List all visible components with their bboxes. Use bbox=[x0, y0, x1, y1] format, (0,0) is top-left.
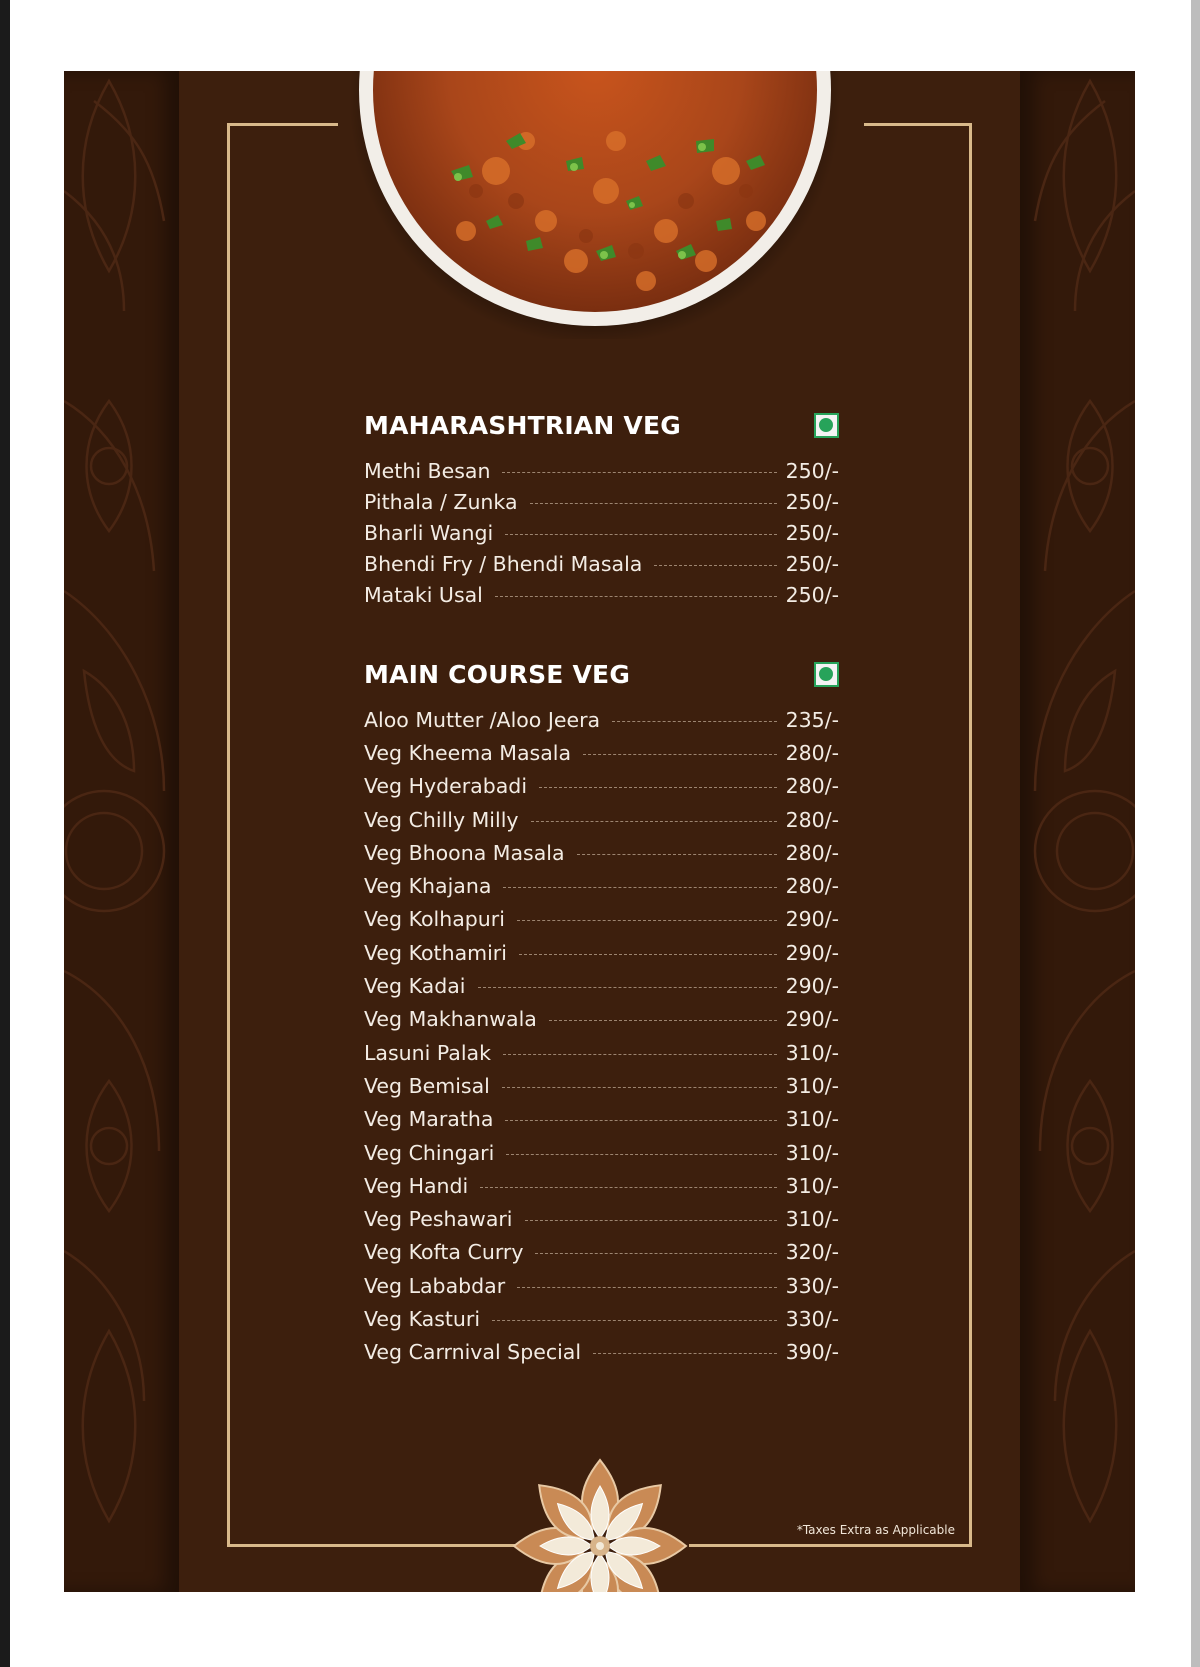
veg-symbol-icon bbox=[814, 413, 839, 438]
veg-symbol-icon bbox=[814, 662, 839, 687]
dish-price: 280/- bbox=[785, 840, 839, 865]
menu-item bbox=[364, 1003, 839, 1036]
menu-item bbox=[364, 1136, 839, 1169]
dotted-leader bbox=[517, 1287, 776, 1288]
dish-price: 330/- bbox=[785, 1306, 839, 1331]
dotted-leader bbox=[519, 954, 777, 955]
frame-bottom-left bbox=[227, 1544, 517, 1547]
menu-item bbox=[364, 517, 839, 548]
dish-price: 250/- bbox=[785, 458, 839, 483]
dotted-leader bbox=[502, 1087, 777, 1088]
dotted-leader bbox=[654, 565, 776, 566]
dish-name: Veg Peshawari bbox=[364, 1207, 513, 1232]
menu-item bbox=[364, 703, 839, 736]
right-mandala-pattern bbox=[1020, 71, 1135, 1592]
dish-price: 310/- bbox=[785, 1073, 839, 1098]
menu-item bbox=[364, 580, 839, 611]
dish-price: 310/- bbox=[785, 1107, 839, 1132]
dish-name: Veg Carrnival Special bbox=[364, 1340, 582, 1365]
dish-name: Veg Kolhapuri bbox=[364, 907, 505, 932]
dotted-leader bbox=[505, 534, 776, 535]
dotted-leader bbox=[530, 503, 777, 504]
dish-price: 280/- bbox=[785, 740, 839, 765]
dish-name: Mataki Usal bbox=[364, 583, 483, 608]
dish-name: Veg Khajana bbox=[364, 874, 492, 899]
dish-name: Bhendi Fry / Bhendi Masala bbox=[364, 552, 643, 577]
frame-left bbox=[227, 123, 230, 1547]
dish-name: Veg Maratha bbox=[364, 1107, 494, 1132]
dish-price: 290/- bbox=[785, 974, 839, 999]
dotted-leader bbox=[577, 854, 777, 855]
menu-item bbox=[364, 1236, 839, 1269]
menu-item bbox=[364, 770, 839, 803]
dish-price: 310/- bbox=[785, 1207, 839, 1232]
menu-item bbox=[364, 486, 839, 517]
menu-item-list bbox=[364, 455, 839, 611]
dotted-leader bbox=[531, 821, 777, 822]
menu-item bbox=[364, 1103, 839, 1136]
dish-price: 250/- bbox=[785, 520, 839, 545]
frame-top-left bbox=[227, 123, 338, 126]
dish-price: 290/- bbox=[785, 940, 839, 965]
left-mandala-pattern bbox=[64, 71, 179, 1592]
frame-right bbox=[969, 123, 972, 1547]
menu-item bbox=[364, 803, 839, 836]
right-decorative-band bbox=[1020, 71, 1135, 1592]
dotted-leader bbox=[525, 1220, 777, 1221]
curry-bowl-photo bbox=[346, 71, 844, 339]
dotted-leader bbox=[593, 1353, 777, 1354]
tax-note: *Taxes Extra as Applicable bbox=[796, 1523, 955, 1537]
menu-item bbox=[364, 1169, 839, 1202]
dish-name: Pithala / Zunka bbox=[364, 489, 518, 514]
menu-item bbox=[364, 1036, 839, 1069]
dish-price: 290/- bbox=[785, 907, 839, 932]
dotted-leader bbox=[495, 596, 777, 597]
dish-name: Veg Lababdar bbox=[364, 1273, 506, 1298]
dotted-leader bbox=[502, 472, 776, 473]
section-title: MAIN COURSE VEG bbox=[364, 660, 631, 689]
dish-price: 280/- bbox=[785, 807, 839, 832]
menu-item bbox=[364, 836, 839, 869]
menu-item bbox=[364, 869, 839, 902]
section-main-course-veg bbox=[364, 660, 839, 1365]
dish-price: 310/- bbox=[785, 1173, 839, 1198]
dotted-leader bbox=[612, 721, 776, 722]
dish-name: Veg Handi bbox=[364, 1173, 469, 1198]
dish-price: 280/- bbox=[785, 774, 839, 799]
menu-item bbox=[364, 549, 839, 580]
dish-name: Veg Bemisal bbox=[364, 1073, 490, 1098]
section-title: MAHARASHTRIAN VEG bbox=[364, 411, 681, 440]
frame-bottom-right bbox=[689, 1544, 972, 1547]
left-decorative-band bbox=[64, 71, 179, 1592]
dish-price: 250/- bbox=[785, 583, 839, 608]
scan-edge-right bbox=[1191, 0, 1200, 1667]
dish-price: 235/- bbox=[785, 707, 839, 732]
menu-item bbox=[364, 1269, 839, 1302]
dotted-leader bbox=[535, 1253, 776, 1254]
dish-name: Veg Kofta Curry bbox=[364, 1240, 524, 1265]
dish-name: Veg Kothamiri bbox=[364, 940, 507, 965]
dish-price: 390/- bbox=[785, 1340, 839, 1365]
dish-price: 280/- bbox=[785, 874, 839, 899]
dotted-leader bbox=[517, 920, 777, 921]
dotted-leader bbox=[506, 1154, 776, 1155]
menu-item bbox=[364, 969, 839, 1002]
dish-name: Veg Chingari bbox=[364, 1140, 495, 1165]
dish-name: Veg Chilly Milly bbox=[364, 807, 519, 832]
dish-name: Veg Kasturi bbox=[364, 1306, 481, 1331]
menu-item-list bbox=[364, 703, 839, 1369]
menu-item bbox=[364, 736, 839, 769]
menu-item bbox=[364, 455, 839, 486]
dotted-leader bbox=[539, 787, 777, 788]
dish-price: 310/- bbox=[785, 1040, 839, 1065]
dish-price: 250/- bbox=[785, 489, 839, 514]
dish-name: Veg Kheema Masala bbox=[364, 740, 572, 765]
dotted-leader bbox=[503, 887, 776, 888]
menu-item bbox=[364, 1302, 839, 1335]
menu-page bbox=[64, 71, 1135, 1592]
dish-name: Veg Kadai bbox=[364, 974, 466, 999]
menu-item bbox=[364, 1202, 839, 1235]
menu-item bbox=[364, 1069, 839, 1102]
dotted-leader bbox=[478, 987, 777, 988]
dotted-leader bbox=[549, 1020, 777, 1021]
dotted-leader bbox=[505, 1120, 776, 1121]
dish-name: Veg Bhoona Masala bbox=[364, 840, 565, 865]
dotted-leader bbox=[480, 1187, 776, 1188]
menu-item bbox=[364, 936, 839, 969]
dish-name: Veg Hyderabadi bbox=[364, 774, 528, 799]
dish-name: Methi Besan bbox=[364, 458, 491, 483]
dish-price: 310/- bbox=[785, 1140, 839, 1165]
star-anise-emblem-icon bbox=[510, 1456, 690, 1592]
dish-price: 330/- bbox=[785, 1273, 839, 1298]
scan-edge-left bbox=[0, 0, 10, 1667]
menu-item bbox=[364, 1336, 839, 1369]
dotted-leader bbox=[503, 1054, 777, 1055]
dish-name: Lasuni Palak bbox=[364, 1040, 491, 1065]
section-maharashtrian-veg bbox=[364, 411, 839, 621]
dotted-leader bbox=[492, 1320, 777, 1321]
dish-price: 250/- bbox=[785, 552, 839, 577]
dish-name: Bharli Wangi bbox=[364, 520, 494, 545]
dish-price: 290/- bbox=[785, 1007, 839, 1032]
dish-name: Aloo Mutter /Aloo Jeera bbox=[364, 707, 601, 732]
dotted-leader bbox=[583, 754, 777, 755]
dish-price: 320/- bbox=[785, 1240, 839, 1265]
dish-name: Veg Makhanwala bbox=[364, 1007, 537, 1032]
menu-item bbox=[364, 903, 839, 936]
frame-top-right bbox=[864, 123, 972, 126]
